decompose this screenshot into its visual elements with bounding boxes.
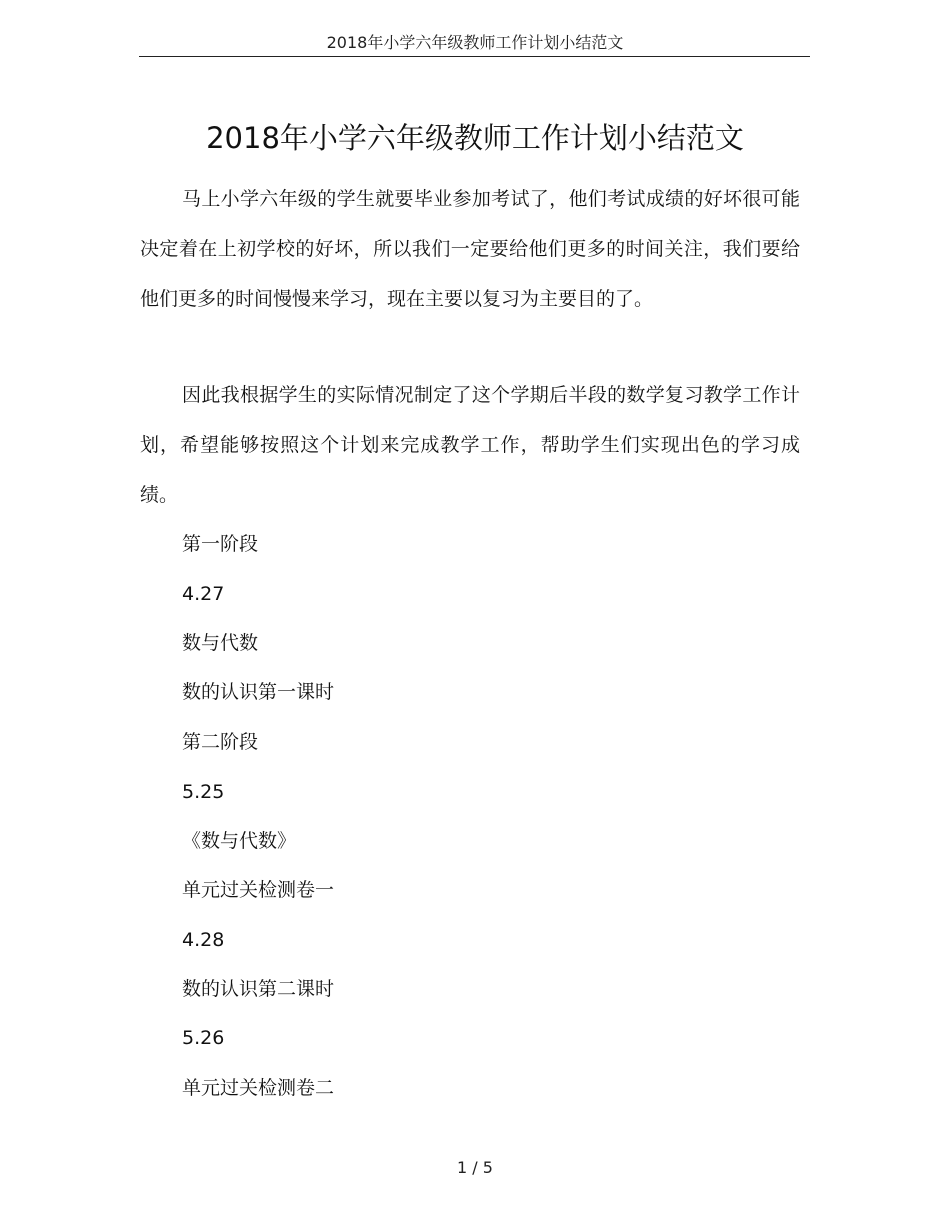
stage-heading-2: 第二阶段	[182, 731, 259, 753]
paragraph-intro: 马上小学六年级的学生就要毕业参加考试了，他们考试成绩的好坏很可能决定着在上初学校的好坏，所以我们一定要给他们更多的时间关注，我们要给他们更多的时间慢慢来学习，现在主要以复习为主要目的了。	[140, 188, 800, 310]
test-line: 单元过关检测卷二	[182, 1077, 335, 1099]
schedule-date: 4.27	[182, 583, 225, 605]
topic-line: 《数与代数》	[182, 830, 297, 852]
stage-heading-1: 第一阶段	[182, 533, 259, 555]
lesson-line: 数的认识第二课时	[182, 978, 335, 1000]
schedule-date: 5.26	[182, 1027, 225, 1049]
document-title: 2018年小学六年级教师工作计划小结范文	[206, 121, 744, 155]
header-divider	[139, 56, 810, 57]
paragraph-plan: 因此我根据学生的实际情况制定了这个学期后半段的数学复习教学工作计划，希望能够按照这个计划来完成教学工作，帮助学生们实现出色的学习成绩。	[140, 384, 800, 506]
lesson-line: 数的认识第一课时	[182, 681, 335, 703]
running-header: 2018年小学六年级教师工作计划小结范文	[326, 33, 624, 52]
topic-line: 数与代数	[182, 632, 259, 654]
page-number: 1 / 5	[457, 1158, 493, 1177]
test-line: 单元过关检测卷一	[182, 879, 335, 901]
schedule-date: 5.25	[182, 781, 225, 803]
schedule-date: 4.28	[182, 929, 225, 951]
